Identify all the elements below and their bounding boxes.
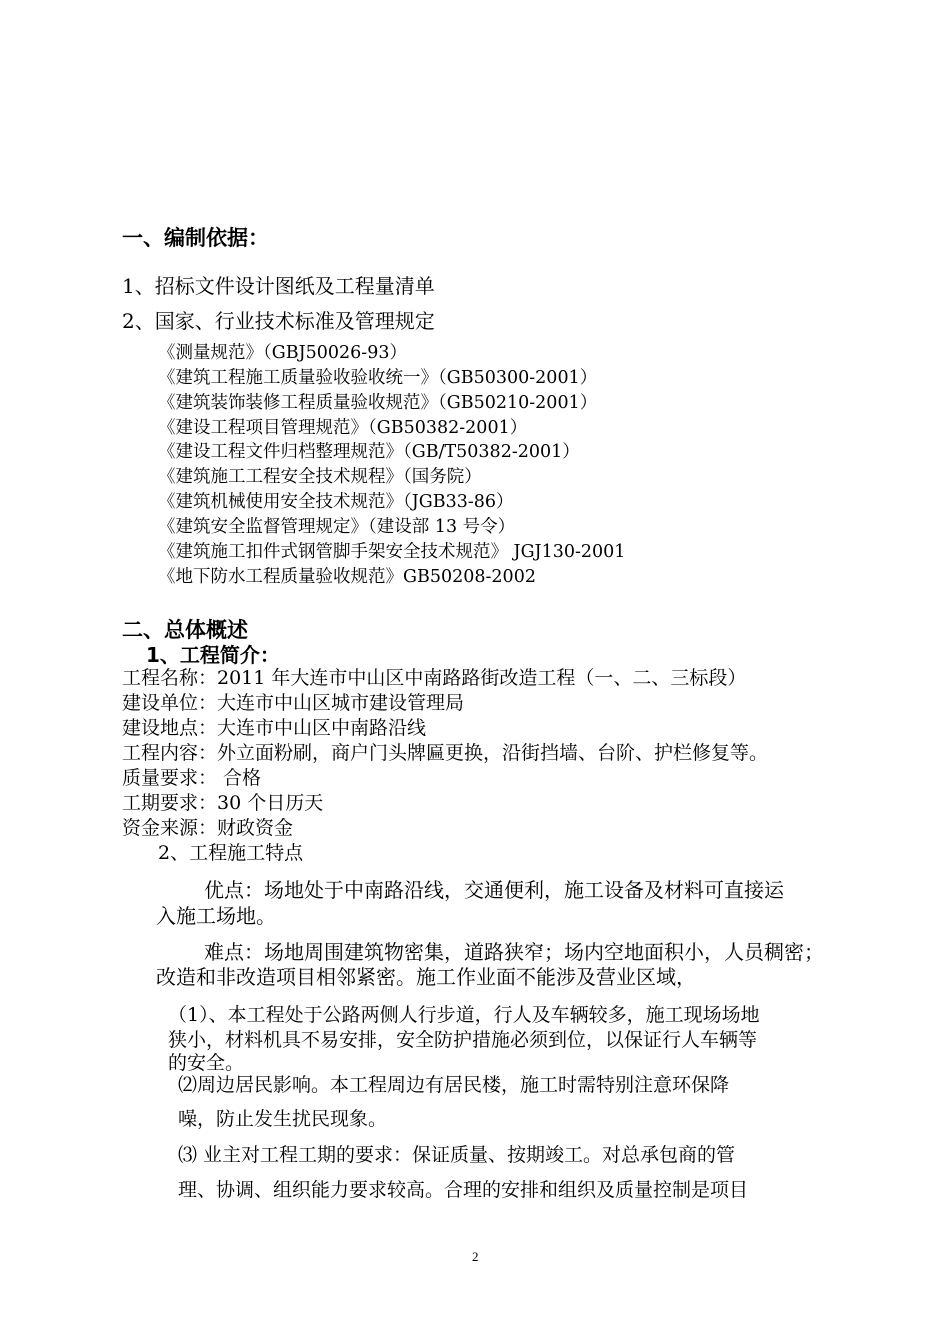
standard-item: 《建筑工程施工质量验收验收统一》（GB50300-2001） [158, 368, 598, 388]
basis-item-2: 2、国家、行业技术标准及管理规定 [122, 309, 435, 333]
page-number: 2 [472, 1249, 479, 1264]
project-info-funding: 资金来源：财政资金 [122, 817, 294, 839]
standard-item: 《建筑施工工程安全技术规程》（国务院） [158, 467, 482, 487]
point-1-line: 的安全。 [168, 1052, 245, 1074]
standard-item: 《建设工程项目管理规范》（GB50382-2001） [158, 418, 528, 438]
point-1-line: （1）、本工程处于公路两侧人行步道，行人及车辆较多，施工现场场地 [168, 1004, 760, 1026]
standard-item: 《建筑机械使用安全技术规范》（JGB33-86） [158, 492, 514, 512]
standard-item: 《地下防水工程质量验收规范》GB50208-2002 [158, 567, 536, 587]
project-info-location: 建设地点：大连市中山区中南路沿线 [122, 717, 427, 739]
project-info-owner: 建设单位：大连市中山区城市建设管理局 [122, 692, 465, 714]
advantage-line: 优点：场地处于中南路沿线，交通便利，施工设备及材料可直接运 [204, 878, 784, 902]
section-2-heading: 二、总体概述 [122, 618, 248, 642]
project-info-name: 工程名称：2011 年大连市中山区中南路路街改造工程（一、二、三标段） [122, 667, 747, 689]
project-info-quality: 质量要求： 合格 [122, 767, 262, 789]
project-info-scope: 工程内容：外立面粉刷，商户门头牌匾更换，沿街挡墙、台阶、护栏修复等。 [122, 742, 769, 764]
point-2-line: ⑵周边居民影响。本工程周边有居民楼，施工时需特别注意环保降 [178, 1074, 730, 1096]
difficulty-line: 改造和非改造项目相邻紧密。施工作业面不能涉及营业区域， [156, 965, 696, 989]
standard-item: 《建设工程文件归档整理规范》（GB/T50382-2001） [158, 442, 580, 462]
subsection-1-heading: 1、工程简介： [146, 643, 280, 667]
point-3-line: ⑶ 业主对工程工期的要求：保证质量、按期竣工。对总承包商的管 [178, 1144, 736, 1166]
subsection-2-heading: 2、工程施工特点 [158, 842, 304, 864]
standard-item: 《建筑装饰装修工程质量验收规范》（GB50210-2001） [158, 393, 598, 413]
point-2-line: 噪，防止发生扰民现象。 [178, 1108, 388, 1130]
section-1-heading: 一、编制依据： [122, 226, 269, 250]
difficulty-line: 难点：场地周围建筑物密集，道路狭窄；场内空地面积小，人员稠密； [204, 940, 824, 964]
basis-item-1: 1、招标文件设计图纸及工程量清单 [122, 274, 435, 298]
point-3-line: 理、协调、组织能力要求较高。合理的安排和组织及质量控制是项目 [178, 1179, 749, 1201]
standard-item: 《建筑安全监督管理规定》（建设部 13 号令） [158, 517, 516, 537]
advantage-line: 入施工场地。 [156, 904, 276, 928]
point-1-line: 狭小，材料机具不易安排，安全防护措施必须到位，以保证行人车辆等 [168, 1029, 758, 1051]
standard-item: 《测量规范》（GBJ50026-93） [158, 343, 407, 363]
project-info-duration: 工期要求：30 个日历天 [122, 792, 324, 814]
standard-item: 《建筑施工扣件式钢管脚手架安全技术规范》 JGJ130-2001 [158, 542, 626, 562]
